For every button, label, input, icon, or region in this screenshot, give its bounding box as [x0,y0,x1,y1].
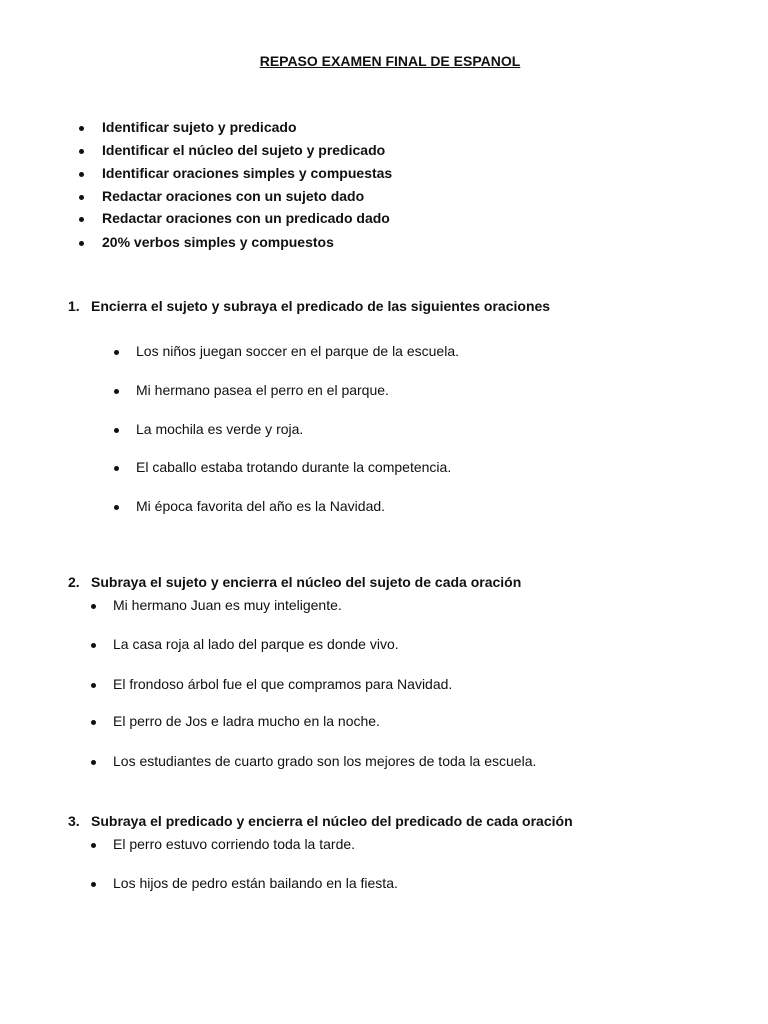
section-number: 3. [68,813,80,829]
section-number: 2. [68,574,80,590]
sentence-item: Mi hermano pasea el perro en el parque. [136,382,389,398]
bullet-icon [91,683,96,688]
section-heading: Subraya el sujeto y encierra el núcleo del sujeto de cada oración [91,574,522,590]
section-number: 1. [68,298,80,314]
objective-item: 20% verbos simples y compuestos [102,234,334,250]
bullet-icon [79,217,84,222]
sentence-item: Los niños juegan soccer en el parque de la escuela. [136,343,459,359]
bullet-icon [91,643,96,648]
bullet-icon [91,882,96,887]
page-title: REPASO EXAMEN FINAL DE ESPANOL [259,53,521,69]
objective-item: Redactar oraciones con un predicado dado [102,210,390,226]
bullet-icon [114,350,119,355]
objective-item: Identificar sujeto y predicado [102,119,297,135]
bullet-icon [114,428,119,433]
section-heading: Encierra el sujeto y subraya el predicado de las siguientes oraciones [91,298,551,314]
sentence-item: La casa roja al lado del parque es donde vivo. [113,636,399,652]
bullet-icon [91,720,96,725]
bullet-icon [79,195,84,200]
sentence-item: Los hijos de pedro están bailando en la fiesta. [113,875,398,891]
objective-item: Redactar oraciones con un sujeto dado [102,188,365,204]
sentence-item: El frondoso árbol fue el que compramos para Navidad. [113,676,453,692]
bullet-icon [79,241,84,246]
bullet-icon [91,843,96,848]
bullet-icon [114,505,119,510]
bullet-icon [79,126,84,131]
sentence-item: El perro de Jos e ladra mucho en la noche. [113,713,380,729]
bullet-icon [114,466,119,471]
objective-item: Identificar el núcleo del sujeto y predicado [102,142,386,158]
bullet-icon [79,149,84,154]
bullet-icon [79,172,84,177]
sentence-item: La mochila es verde y roja. [136,421,304,437]
sentence-item: Mi época favorita del año es la Navidad. [136,498,386,514]
sentence-item: El perro estuvo corriendo toda la tarde. [113,836,356,852]
sentence-item: Los estudiantes de cuarto grado son los mejores de toda la escuela. [113,753,537,769]
section-heading: Subraya el predicado y encierra el núcleo del predicado de cada oración [91,813,573,829]
sentence-item: Mi hermano Juan es muy inteligente. [113,597,342,613]
bullet-icon [91,760,96,765]
bullet-icon [91,604,96,609]
bullet-icon [114,389,119,394]
sentence-item: El caballo estaba trotando durante la competencia. [136,459,452,475]
objective-item: Identificar oraciones simples y compuestas [102,165,393,181]
